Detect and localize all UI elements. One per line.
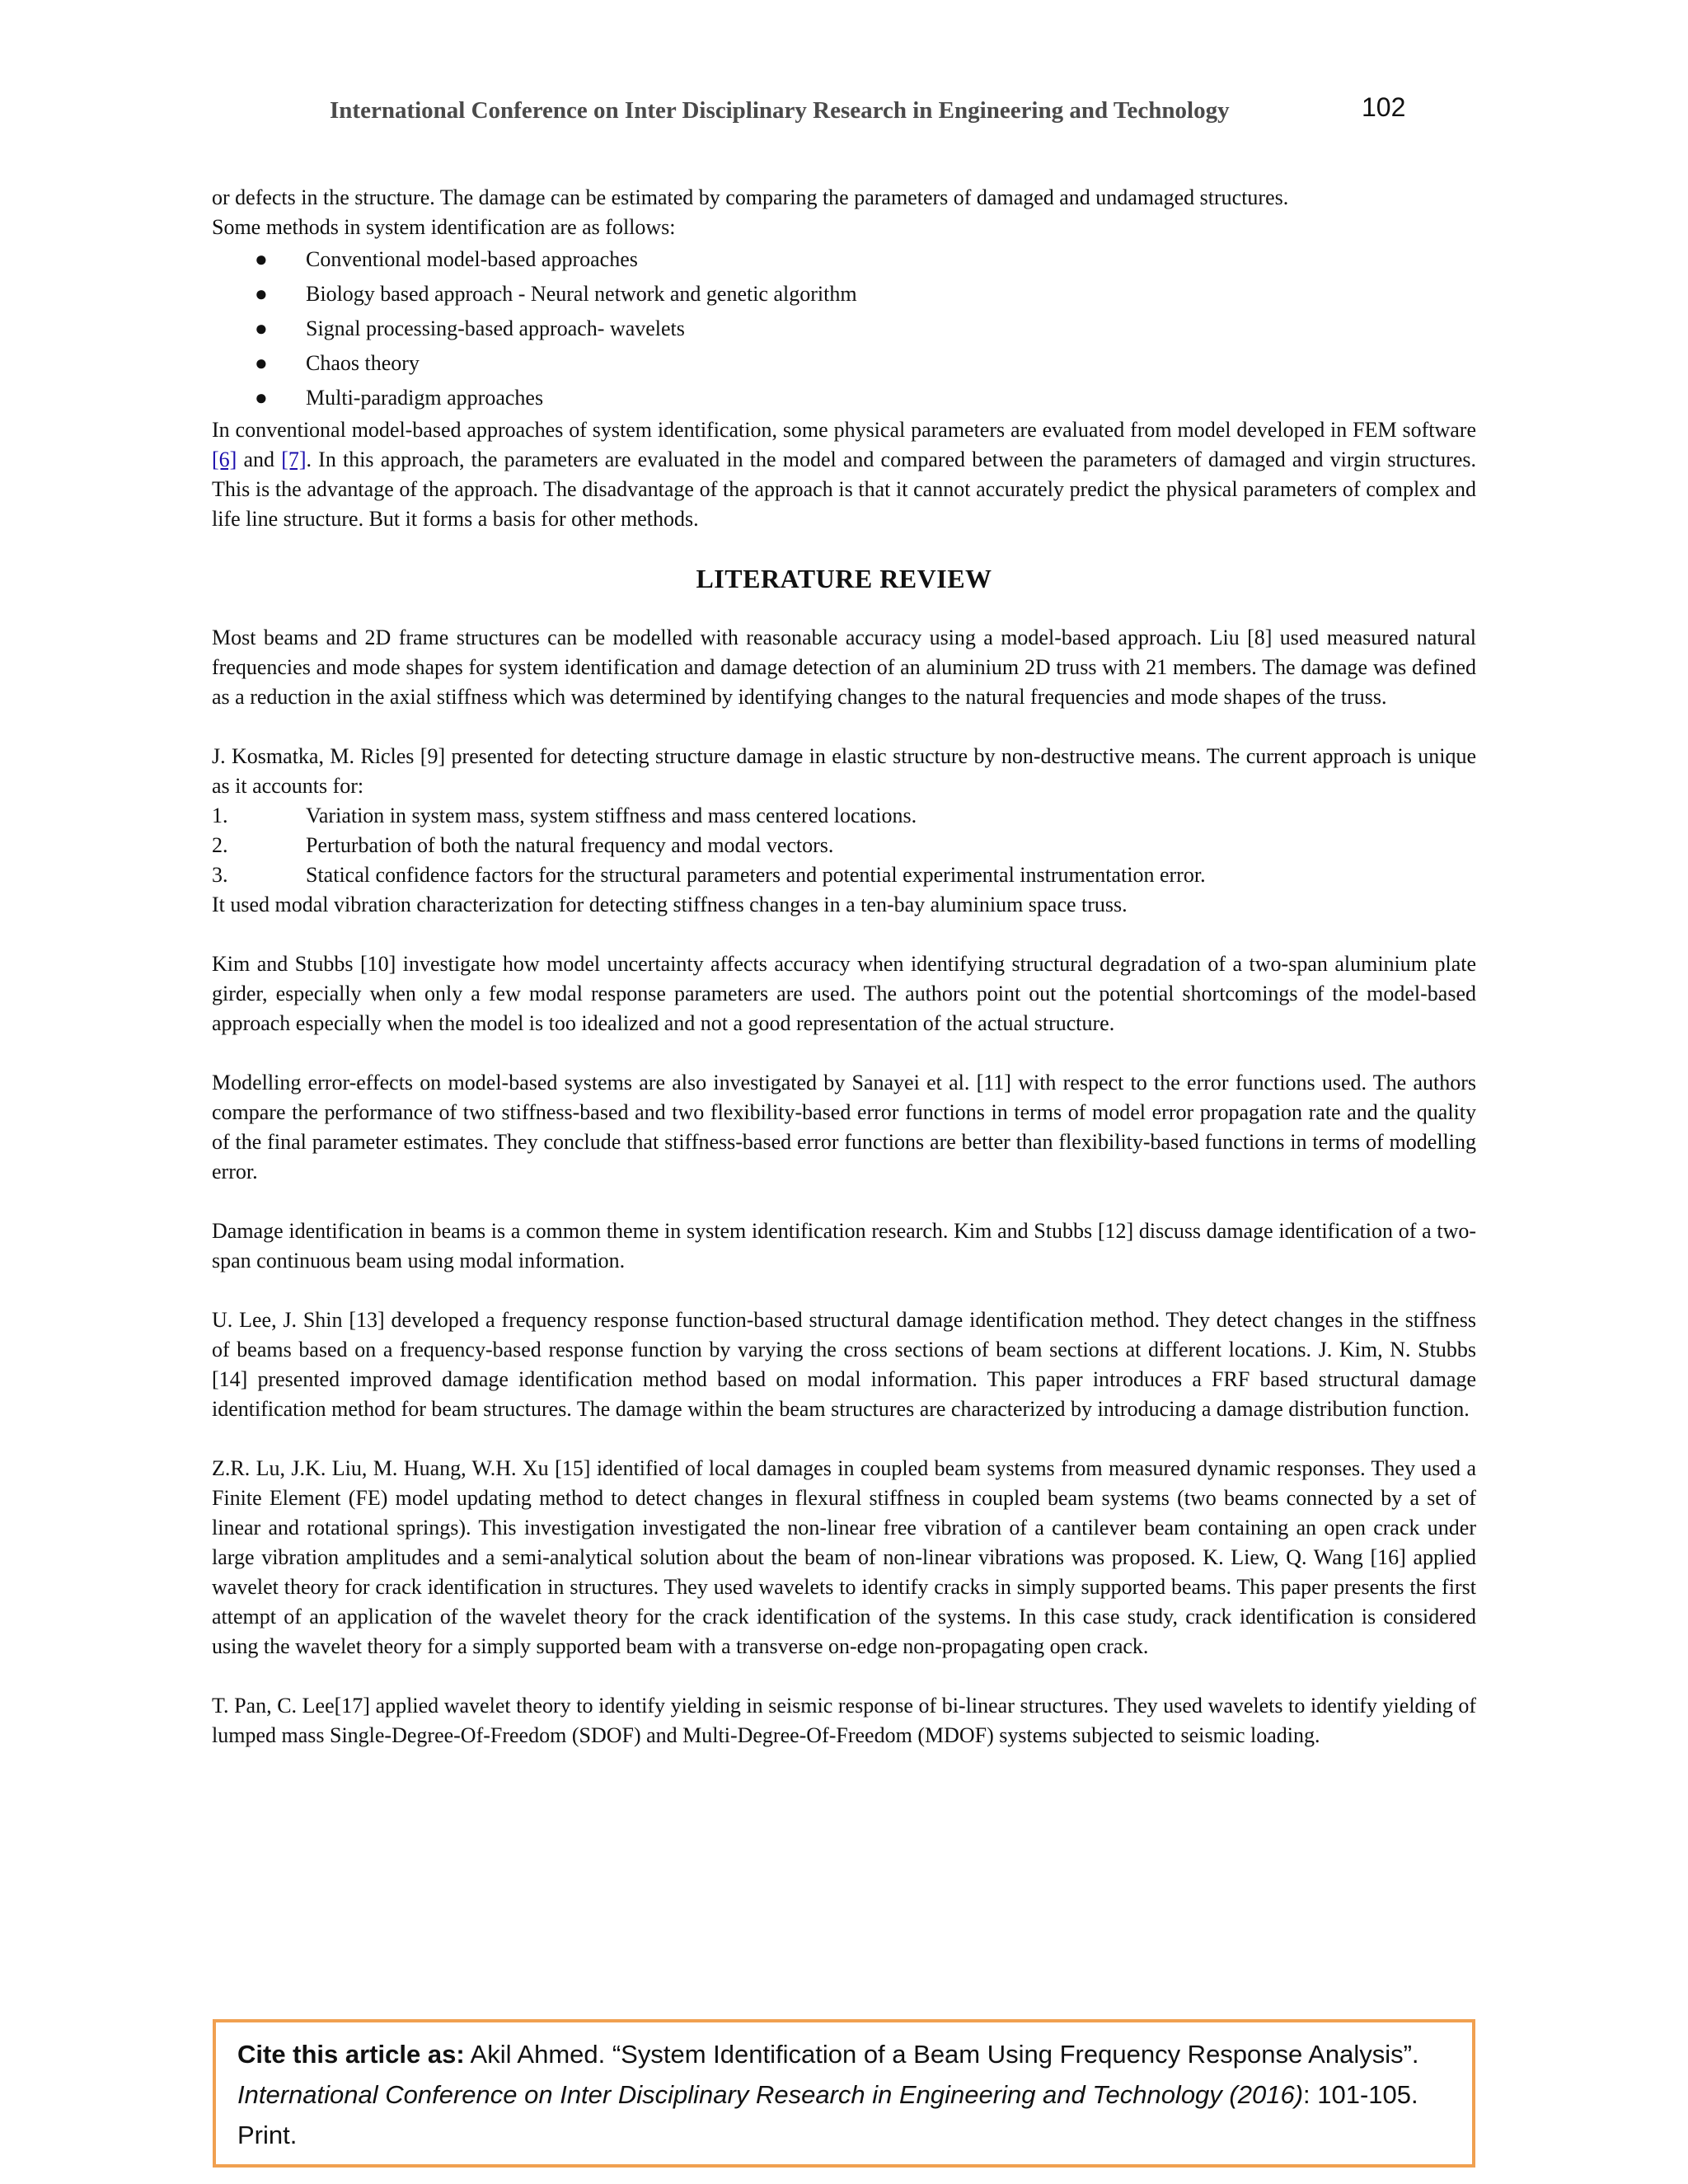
page-number: 102	[1362, 92, 1406, 122]
list-item	[212, 242, 1476, 277]
intro-line-2: Some methods in system identification are as follows:	[212, 215, 676, 239]
literature-paragraph-6: U. Lee, J. Shin [13] developed a frequency response function-based structural damage identification method. They detect changes in the stiffness of beams based on a frequency-based response function by varying the cross sections of beam sections at different locations. J. Kim, N. Stubbs [14] presented improved damage identification method based on modal information. This paper introduces a FRF based structural damage identification method for beam structures. The damage within the beam structures are characterized by introducing a damage distribution function.	[212, 1308, 1476, 1421]
literature-paragraph-5: Damage identification in beams is a common theme in system identification research. Kim and Stubbs [12] discuss damage identification of a two-span continuous beam using modal information.	[212, 1219, 1476, 1272]
list-item-text: Conventional model-based approaches	[306, 247, 638, 271]
list-item-text: Biology based approach - Neural network and genetic algorithm	[306, 282, 857, 306]
item-text: Statical confidence factors for the structural parameters and potential experimental instrumentation error.	[306, 863, 1206, 887]
item-text: Variation in system mass, system stiffness and mass centered locations.	[306, 804, 917, 827]
conference-title: International Conference on Inter Disciplinary Research in Engineering and Technology	[330, 97, 1230, 124]
bullet-icon: ●	[255, 386, 268, 410]
literature-paragraph-4: Modelling error-effects on model-based systems are also investigated by Sanayei et al. [11] with respect to the error functions used. The authors compare the performance of two stiffness-based and two flexibility-based error functions in terms of model error propagation rate and the quality of the final parameter estimates. They conclude that stiffness-based error functions are better than flexibility-based functions in terms of modelling error.	[212, 1071, 1476, 1183]
bullet-icon: ●	[255, 282, 268, 306]
list-item	[212, 381, 1476, 415]
running-header	[330, 91, 1409, 132]
methods-list	[212, 242, 1476, 415]
literature-paragraph-3: Kim and Stubbs [10] investigate how model uncertainty affects accuracy when identifying structural degradation of a two-span aluminium plate girder, especially when only a few modal response parameters are used. The authors point out the potential shortcomings of the model-based approach especially when the model is too idealized and not a good representation of the actual structure.	[212, 952, 1476, 1035]
literature-paragraph-2: J. Kosmatka, M. Ricles [9] presented for detecting structure damage in elastic structure by non-destructive means. The current approach is unique as it accounts for:	[212, 744, 1476, 798]
list-item-text: Multi-paradigm approaches	[306, 386, 544, 410]
accounts-for-list	[212, 801, 1476, 890]
item-number: 2.	[212, 833, 228, 857]
intro-line-1: or defects in the structure. The damage can be estimated by comparing the parameters of damaged and undamaged structures.	[212, 185, 1289, 209]
paragraph-text: In conventional model-based approaches of system identification, some physical parameters are evaluated from model developed in FEM software	[212, 418, 1476, 442]
citation-authors-title: Akil Ahmed. “System Identification of a Beam Using Frequency Response Analysis”.	[464, 2040, 1419, 2069]
list-item	[212, 312, 1476, 346]
bullet-icon: ●	[255, 351, 268, 375]
literature-paragraph-8: T. Pan, C. Lee[17] applied wavelet theory to identify yielding in seismic response of bi-linear structures. They used wavelets to identify yielding of lumped mass Single-Degree-Of-Freedom (SDOF) and Multi-Degree-Of-Freedom (MDOF) systems subjected to seismic loading.	[212, 1694, 1476, 1747]
numbered-item	[212, 860, 1476, 890]
page-body	[212, 183, 1476, 1750]
list-item	[212, 277, 1476, 312]
citation-venue: International Conference on Inter Disciplinary Research in Engineering and Technology (2016)	[237, 2080, 1304, 2109]
item-text: Perturbation of both the natural frequency and modal vectors.	[306, 833, 834, 857]
citation-pages: : 101-105.	[1303, 2080, 1418, 2109]
list-item	[212, 346, 1476, 381]
reference-link-6[interactable]: [6]	[212, 448, 237, 471]
reference-link-7[interactable]: [7]	[281, 448, 307, 471]
literature-paragraph-7: Z.R. Lu, J.K. Liu, M. Huang, W.H. Xu [15] identified of local damages in coupled beam systems from measured dynamic responses. They used a Finite Element (FE) model updating method to detect changes in flexural stiffness in coupled beam systems (two beams connected by a set of linear and rotational springs). This investigation investigated the non-linear free vibration of a cantilever beam containing an open crack under large vibration amplitudes and a semi-analytical solution about the beam of non-linear vibrations was proposed. K. Liew, Q. Wang [16] applied wavelet theory for crack identification in structures. They used wavelets to identify cracks in simply supported beams. This paper presents the first attempt of an application of the wavelet theory for the crack identification of the systems. In this case study, crack identification is considered using the wavelet theory for a simply supported beam with a transverse on-edge non-propagating open crack.	[212, 1456, 1476, 1658]
citation-label: Cite this article as:	[237, 2040, 465, 2069]
list-item-text: Chaos theory	[306, 351, 420, 375]
numbered-item	[212, 831, 1476, 860]
section-heading-literature-review: LITERATURE REVIEW	[696, 564, 992, 593]
citation-print: Print.	[237, 2121, 298, 2149]
paragraph-text: . In this approach, the parameters are evaluated in the model and compared between the parameters of damaged and virgin structures. This is the advantage of the approach. The disadvantage of the approach is that it cannot accurately predict the physical parameters of complex and life line structure. But it forms a basis for other methods.	[212, 448, 1476, 531]
literature-paragraph-2-end: It used modal vibration characterization for detecting stiffness changes in a ten-bay aluminium space truss.	[212, 893, 1128, 916]
bullet-icon: ●	[255, 247, 268, 271]
list-item-text: Signal processing-based approach- wavelets	[306, 316, 685, 340]
item-number: 3.	[212, 863, 228, 887]
citation-box	[213, 2019, 1475, 2168]
literature-paragraph-1: Most beams and 2D frame structures can be modelled with reasonable accuracy using a model-based approach. Liu [8] used measured natural frequencies and mode shapes for system identification and damage detection of an aluminium 2D truss with 21 members. The damage was defined as a reduction in the axial stiffness which was determined by identifying changes to the natural frequencies and mode shapes of the truss.	[212, 626, 1476, 709]
paragraph-text: and	[237, 448, 282, 471]
conventional-approach-paragraph	[212, 415, 1476, 534]
bullet-icon: ●	[255, 316, 268, 340]
item-number: 1.	[212, 804, 228, 827]
numbered-item	[212, 801, 1476, 831]
